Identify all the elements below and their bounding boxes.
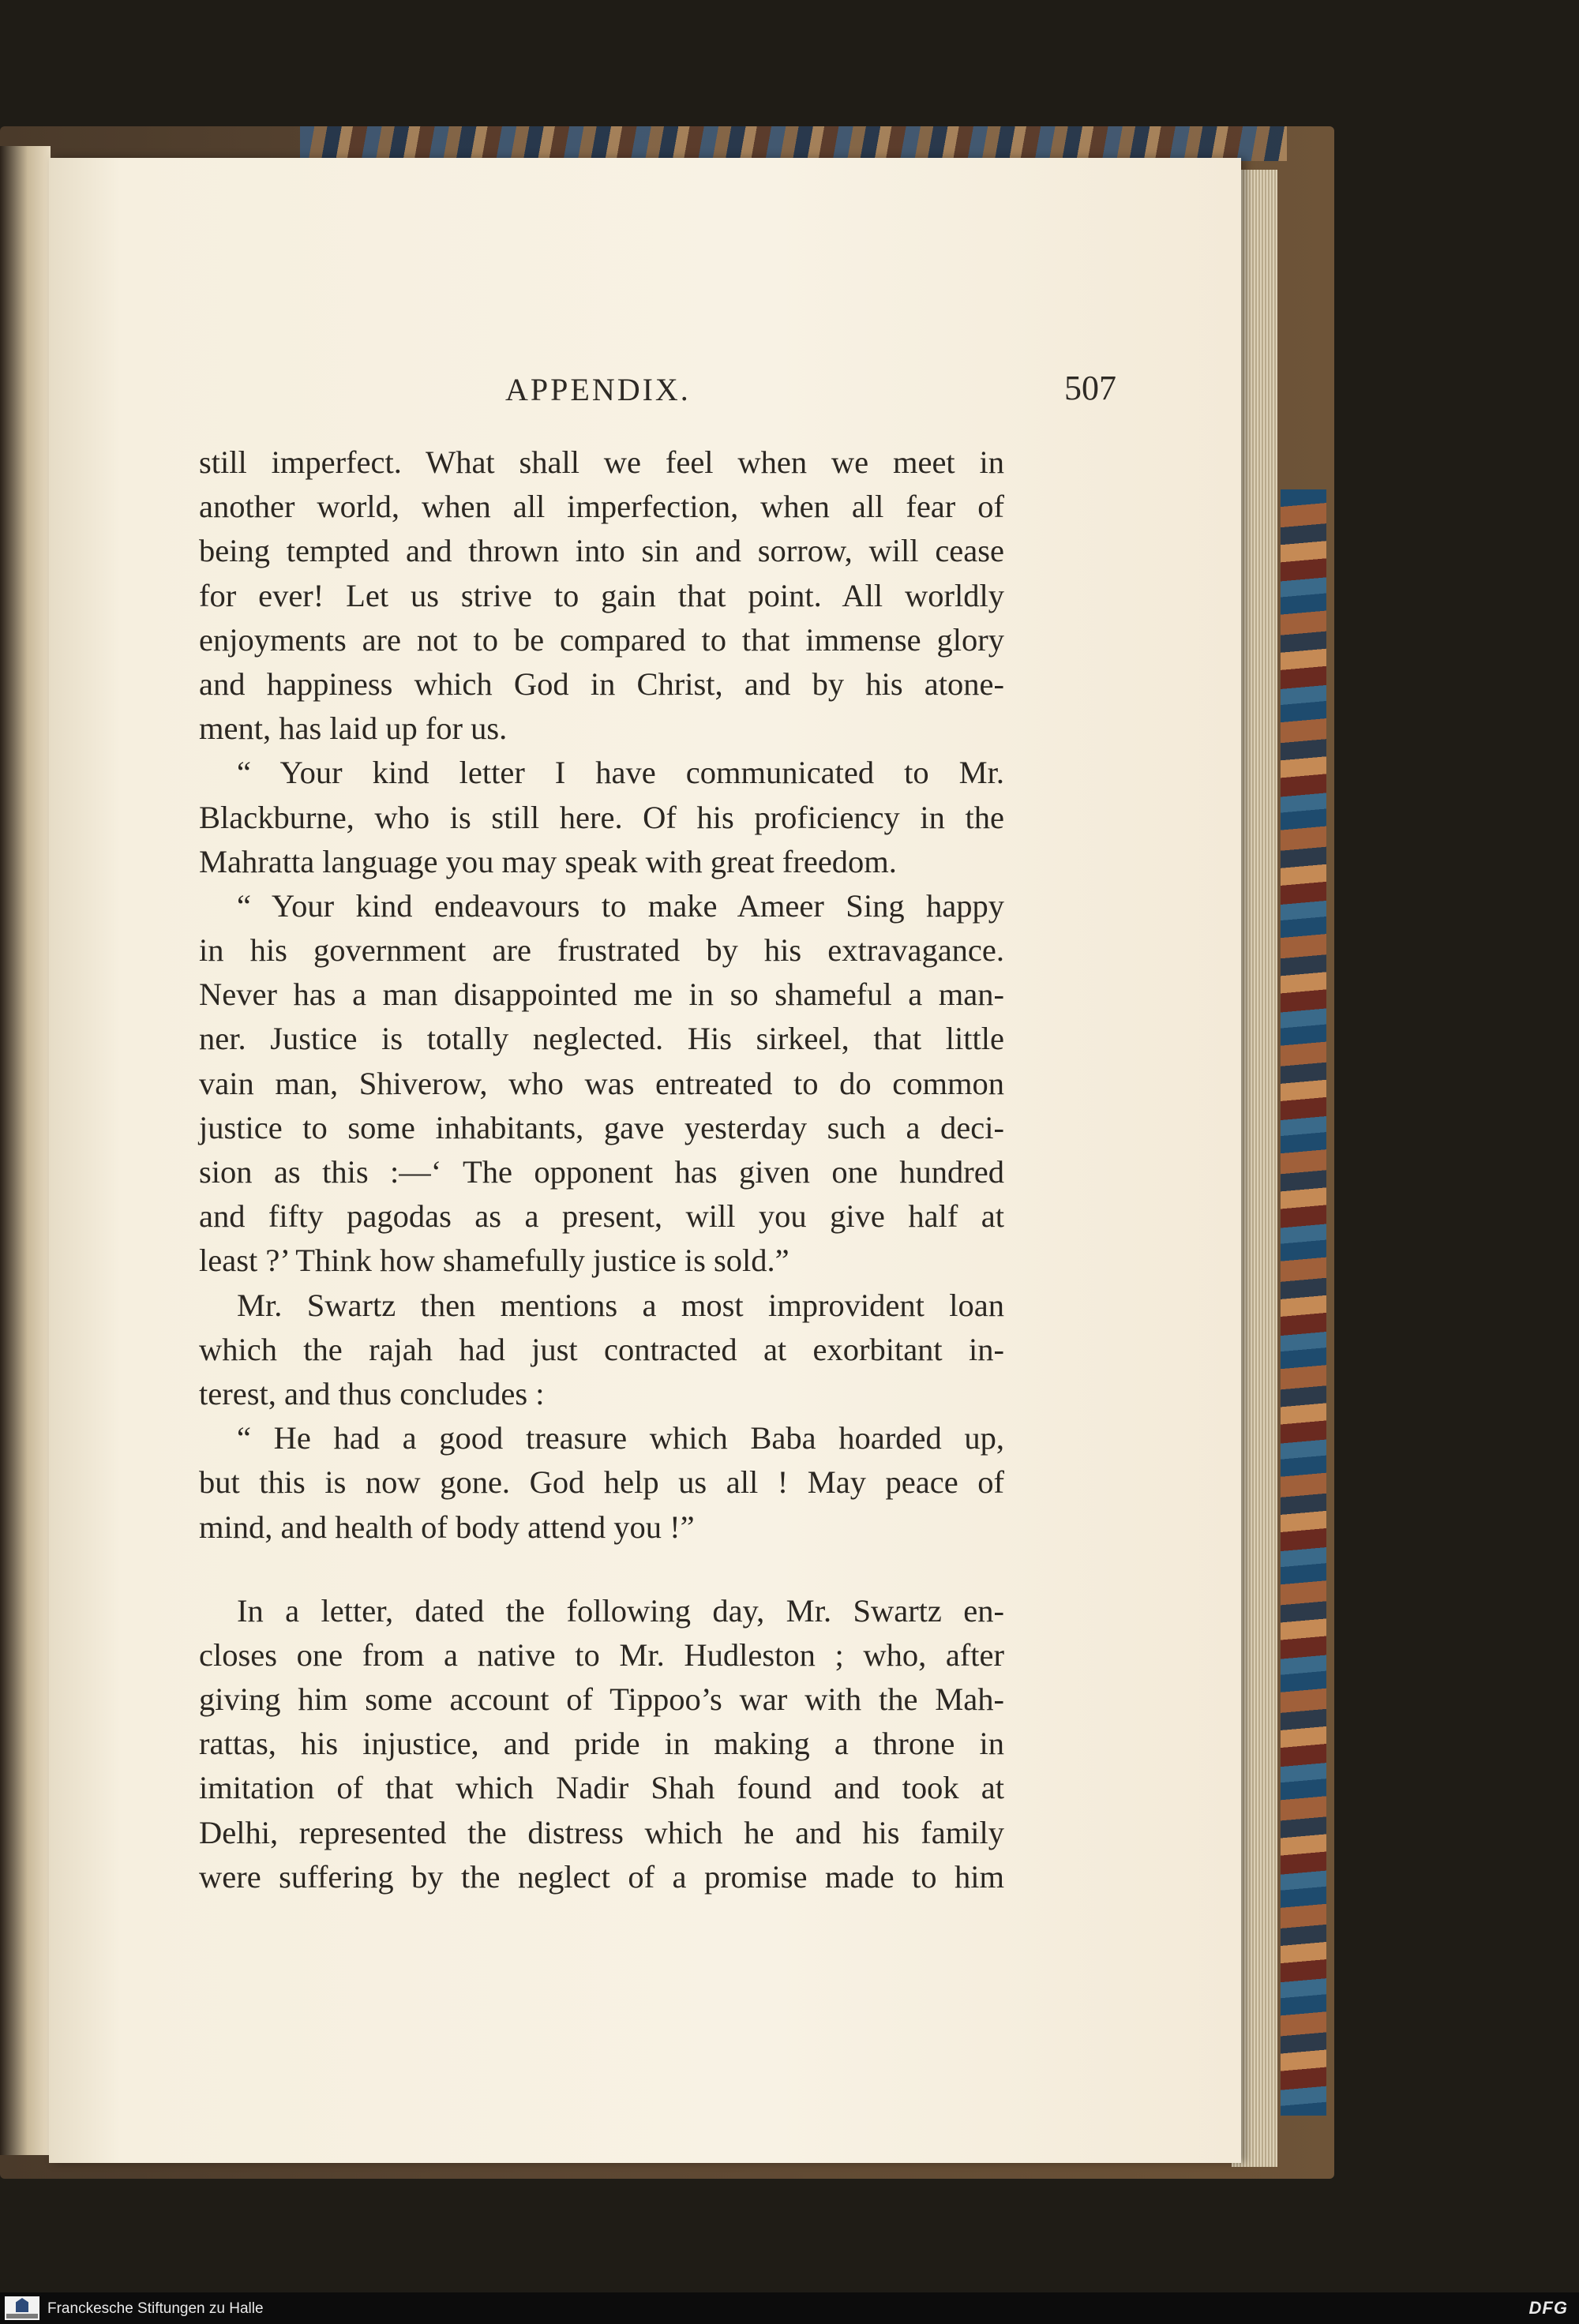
text-line: which the rajah had just contracted at exorbitant in- — [199, 1331, 1004, 1367]
text-line: another world, when all imperfection, when all fear of — [199, 489, 1004, 525]
footer-bar — [0, 2292, 1579, 2324]
text-line: “ Your kind letter I have communicated to Mr. — [237, 755, 1004, 791]
marbled-cover-edge — [1281, 489, 1326, 2116]
text-line: and fifty pagodas as a present, will you give half at — [199, 1198, 1004, 1235]
running-head: APPENDIX. — [505, 372, 691, 407]
institution-name: Franckesche Stiftungen zu Halle — [47, 2300, 264, 2317]
text-line: still imperfect. What shall we feel when we meet in — [199, 444, 1004, 480]
text-line: closes one from a native to Mr. Hudleston ; who, after — [199, 1636, 1004, 1673]
text-line: were suffering by the neglect of a promise made to him — [199, 1858, 1004, 1895]
page-number: 507 — [1064, 369, 1116, 407]
text-line: Mr. Swartz then mentions a most improvident loan — [237, 1287, 1004, 1323]
text-line: imitation of that which Nadir Shah found and took at — [199, 1770, 1004, 1806]
page-body-text — [199, 440, 1004, 1899]
text-line: sion as this :—‘ The opponent has given one hundred — [199, 1154, 1004, 1190]
book-gutter — [0, 146, 51, 2155]
text-line: but this is now gone. God help us all ! May peace of — [199, 1464, 1004, 1501]
text-line: in his government are frustrated by his extravagance. — [199, 932, 1004, 969]
logo-wordmark — [6, 2314, 38, 2318]
text-line: terest, and thus concludes : — [199, 1375, 545, 1411]
text-line: mind, and health of body attend you !” — [199, 1509, 695, 1545]
text-line: and happiness which God in Christ, and by his atone- — [199, 665, 1004, 702]
text-line: Delhi, represented the distress which he and his family — [199, 1814, 1004, 1850]
text-line: for ever! Let us strive to gain that point. All worldly — [199, 577, 1004, 613]
text-line: Mahratta language you may speak with great freedom. — [199, 843, 897, 879]
text-line: vain man, Shiverow, who was entreated to do common — [199, 1065, 1004, 1101]
text-line: In a letter, dated the following day, Mr. Swartz en- — [237, 1592, 1004, 1629]
marbled-cover-top — [300, 126, 1287, 161]
text-line: least ?’ Think how shamefully justice is sold.” — [199, 1243, 790, 1279]
logo-mark-icon — [16, 2298, 28, 2312]
paragraph-gap — [199, 1550, 1004, 1589]
text-line: ment, has laid up for us. — [199, 710, 508, 747]
text-line: “ He had a good treasure which Baba hoarded up, — [237, 1420, 1004, 1456]
text-line: “ Your kind endeavours to make Ameer Sing happy — [237, 887, 1004, 924]
dfg-logo: DFG — [1528, 2298, 1568, 2318]
text-line: giving him some account of Tippoo’s war with the Mah- — [199, 1681, 1004, 1718]
text-line: rattas, his injustice, and pride in making a throne in — [199, 1726, 1004, 1762]
institution-logo — [5, 2296, 39, 2320]
text-line: ner. Justice is totally neglected. His sirkeel, that little — [199, 1021, 1004, 1057]
text-line: Never has a man disappointed me in so shameful a man- — [199, 976, 1004, 1013]
text-line: Blackburne, who is still here. Of his proficiency in the — [199, 799, 1004, 835]
text-line: enjoyments are not to be compared to that immense glory — [199, 621, 1004, 658]
text-line: being tempted and thrown into sin and sorrow, will cease — [199, 533, 1004, 569]
text-line: justice to some inhabitants, gave yesterday such a deci- — [199, 1109, 1004, 1145]
page-header — [0, 371, 1579, 418]
